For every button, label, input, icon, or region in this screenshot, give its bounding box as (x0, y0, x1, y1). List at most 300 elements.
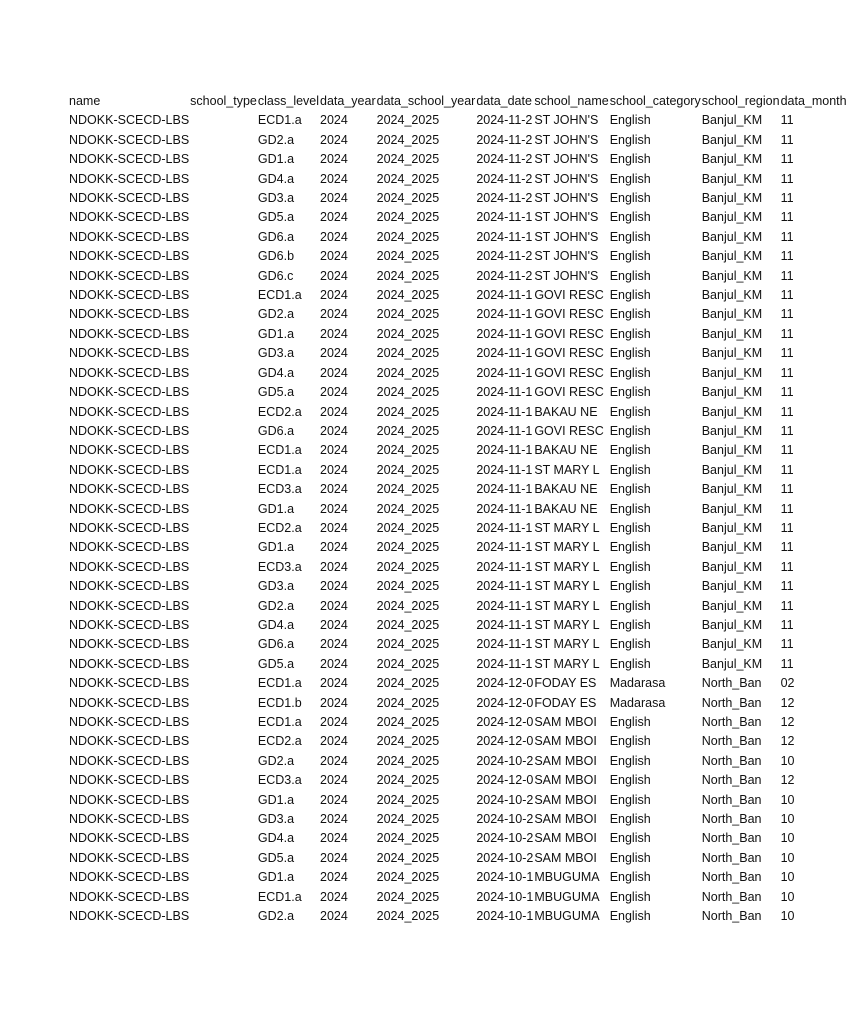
cell-data-school-year: 2024_2025 (376, 889, 440, 904)
cell-school-category: English (609, 346, 651, 361)
cell-school-region: Banjul_KM (701, 307, 763, 322)
cell-school-region: Banjul_KM (701, 404, 763, 419)
cell-school-name: ST JOHN'S (534, 113, 599, 128)
cell-data-month: 11 (780, 113, 794, 128)
cell-school-name: ST MARY L (534, 579, 600, 594)
cell-data-month: 11 (780, 346, 794, 361)
cell-name: NDOKK-SCECD-LBS (69, 365, 190, 380)
cell-class-level: GD5.a (257, 210, 295, 225)
cell-school-name: ST JOHN'S (534, 268, 599, 283)
cell-data-date: 2024-11-1 (476, 423, 533, 438)
cell-data-date: 2024-11-1 (476, 404, 533, 419)
table-row (68, 694, 847, 713)
cell-name: NDOKK-SCECD-LBS (69, 288, 190, 303)
cell-name: NDOKK-SCECD-LBS (69, 326, 190, 341)
cell-data-year: 2024 (320, 152, 348, 167)
cell-data-year: 2024 (320, 676, 348, 691)
cell-school-type (189, 655, 257, 674)
cell-school-category: English (609, 540, 651, 555)
cell-data-month: 12 (780, 734, 795, 749)
table-row (68, 500, 847, 519)
cell-data-year: 2024 (320, 734, 348, 749)
cell-data-school-year: 2024_2025 (376, 909, 440, 924)
cell-school-name: MBUGUMA (534, 909, 600, 924)
cell-school-type (189, 849, 257, 868)
cell-school-name: GOVI RESC (534, 423, 604, 438)
cell-class-level: GD6.a (257, 637, 295, 652)
cell-data-year: 2024 (320, 889, 348, 904)
cell-school-name: GOVI RESC (534, 307, 604, 322)
cell-class-level: GD1.a (257, 540, 295, 555)
cell-school-category: English (609, 617, 651, 632)
cell-school-category: English (609, 637, 651, 652)
cell-data-school-year: 2024_2025 (376, 132, 440, 147)
cell-name: NDOKK-SCECD-LBS (69, 482, 190, 497)
table-row (68, 461, 847, 480)
cell-data-school-year: 2024_2025 (376, 443, 440, 458)
cell-school-category: English (609, 734, 651, 749)
cell-school-region: Banjul_KM (701, 210, 763, 225)
cell-school-category: English (609, 520, 651, 535)
table-row (68, 538, 847, 557)
table-row (68, 752, 847, 771)
cell-school-region: Banjul_KM (701, 171, 763, 186)
cell-school-category: English (609, 482, 651, 497)
cell-school-type (189, 305, 257, 324)
table-row (68, 441, 847, 460)
cell-school-type (189, 500, 257, 519)
cell-school-name: FODAY ES (534, 676, 597, 691)
cell-school-type (189, 189, 257, 208)
cell-class-level: ECD1.a (257, 676, 302, 691)
cell-data-date: 2024-10-2 (476, 753, 534, 768)
cell-school-type (189, 616, 257, 635)
cell-data-year: 2024 (320, 229, 348, 244)
cell-school-region: Banjul_KM (701, 423, 763, 438)
cell-data-month: 11 (780, 617, 794, 632)
cell-data-school-year: 2024_2025 (376, 850, 440, 865)
cell-school-category: English (609, 443, 651, 458)
cell-school-category: Madarasa (609, 695, 666, 710)
cell-data-school-year: 2024_2025 (376, 676, 440, 691)
cell-data-month: 11 (780, 326, 794, 341)
cell-data-school-year: 2024_2025 (376, 695, 440, 710)
cell-school-region: Banjul_KM (701, 268, 763, 283)
cell-name: NDOKK-SCECD-LBS (69, 346, 190, 361)
cell-data-school-year: 2024_2025 (376, 229, 440, 244)
cell-data-date: 2024-10-2 (476, 831, 534, 846)
cell-data-year: 2024 (320, 753, 348, 768)
cell-school-category: Madarasa (609, 676, 666, 691)
table-row (68, 189, 847, 208)
cell-class-level: GD3.a (257, 579, 295, 594)
cell-data-date: 2024-11-1 (476, 385, 533, 400)
cell-school-name: ST JOHN'S (534, 132, 599, 147)
cell-school-type (189, 888, 257, 907)
cell-school-region: North_Ban (701, 831, 762, 846)
cell-school-region: Banjul_KM (701, 326, 763, 341)
cell-school-name: GOVI RESC (534, 326, 604, 341)
cell-school-region: North_Ban (701, 715, 762, 729)
cell-data-school-year: 2024_2025 (376, 792, 440, 807)
cell-data-school-year: 2024_2025 (376, 520, 440, 535)
cell-data-school-year: 2024_2025 (376, 870, 440, 885)
cell-name: NDOKK-SCECD-LBS (69, 909, 190, 924)
cell-school-region: Banjul_KM (701, 559, 763, 574)
cell-data-year: 2024 (320, 482, 348, 497)
cell-school-category: English (609, 152, 651, 167)
cell-school-region: North_Ban (701, 909, 762, 924)
cell-name: NDOKK-SCECD-LBS (69, 268, 190, 283)
cell-data-year: 2024 (320, 404, 348, 419)
cell-school-name: SAM MBOI (534, 715, 597, 729)
table-row (68, 208, 847, 227)
cell-school-category: English (609, 113, 651, 128)
cell-data-month: 11 (780, 462, 794, 477)
cell-data-year: 2024 (320, 831, 348, 846)
cell-data-month: 11 (780, 404, 794, 419)
cell-data-school-year: 2024_2025 (376, 423, 440, 438)
cell-name: NDOKK-SCECD-LBS (69, 443, 190, 458)
cell-data-year: 2024 (320, 579, 348, 594)
cell-data-school-year: 2024_2025 (376, 191, 440, 206)
cell-name: NDOKK-SCECD-LBS (69, 559, 190, 574)
cell-name: NDOKK-SCECD-LBS (69, 191, 190, 206)
cell-data-month: 10 (780, 753, 795, 768)
cell-school-type (189, 771, 257, 790)
cell-data-date: 2024-11-1 (476, 462, 533, 477)
cell-school-category: English (609, 210, 651, 225)
cell-school-region: Banjul_KM (701, 346, 763, 361)
cell-school-region: North_Ban (701, 734, 762, 749)
cell-data-school-year: 2024_2025 (376, 540, 440, 555)
cell-data-date: 2024-12-0 (476, 734, 534, 749)
cell-name: NDOKK-SCECD-LBS (69, 753, 190, 768)
table-row (68, 577, 847, 596)
cell-school-name: BAKAU NE (534, 404, 598, 419)
cell-data-year: 2024 (320, 346, 348, 361)
cell-school-name: SAM MBOI (534, 850, 597, 865)
cell-school-category: English (609, 268, 651, 283)
cell-school-category: English (609, 656, 651, 671)
cell-school-name: ST MARY L (534, 520, 600, 535)
cell-school-category: English (609, 812, 651, 827)
cell-data-date: 2024-10-1 (476, 889, 534, 904)
cell-data-year: 2024 (320, 326, 348, 341)
cell-school-name: MBUGUMA (534, 870, 600, 885)
table-body (68, 111, 847, 926)
cell-data-date: 2024-11-1 (476, 326, 533, 341)
cell-data-year: 2024 (320, 462, 348, 477)
table-row (68, 597, 847, 616)
cell-school-name: BAKAU NE (534, 443, 598, 458)
cell-name: NDOKK-SCECD-LBS (69, 598, 190, 613)
cell-class-level: GD2.a (257, 598, 295, 613)
cell-data-month: 11 (780, 598, 794, 613)
cell-data-school-year: 2024_2025 (376, 656, 440, 671)
cell-school-region: Banjul_KM (701, 249, 763, 264)
cell-data-date: 2024-11-2 (476, 132, 533, 147)
cell-school-type (189, 267, 257, 286)
cell-school-name: SAM MBOI (534, 773, 597, 788)
cell-data-year: 2024 (320, 812, 348, 827)
cell-class-level: GD5.a (257, 385, 295, 400)
cell-school-name: GOVI RESC (534, 346, 604, 361)
cell-school-name: GOVI RESC (534, 288, 604, 303)
cell-class-level: GD5.a (257, 850, 295, 865)
cell-data-year: 2024 (320, 249, 348, 264)
cell-name: NDOKK-SCECD-LBS (69, 637, 190, 652)
cell-school-region: Banjul_KM (701, 385, 763, 400)
cell-data-month: 11 (780, 171, 794, 186)
cell-school-category: English (609, 909, 651, 924)
cell-data-year: 2024 (320, 191, 348, 206)
cell-class-level: GD1.a (257, 501, 295, 516)
cell-school-region: Banjul_KM (701, 656, 763, 671)
cell-data-month: 11 (780, 210, 794, 225)
cell-data-date: 2024-11-1 (476, 346, 533, 361)
column-header-data-year: data_year (320, 94, 376, 108)
cell-data-year: 2024 (320, 307, 348, 322)
cell-school-category: English (609, 171, 651, 186)
cell-class-level: GD3.a (257, 346, 295, 361)
cell-class-level: ECD1.a (257, 462, 302, 477)
cell-class-level: ECD1.a (257, 443, 302, 458)
table-row (68, 267, 847, 286)
cell-name: NDOKK-SCECD-LBS (69, 462, 190, 477)
cell-data-year: 2024 (320, 113, 348, 128)
cell-data-date: 2024-11-2 (476, 191, 533, 206)
cell-data-date: 2024-11-1 (476, 443, 533, 458)
cell-data-school-year: 2024_2025 (376, 404, 440, 419)
cell-data-school-year: 2024_2025 (376, 501, 440, 516)
cell-school-type (189, 131, 257, 150)
cell-school-name: ST JOHN'S (534, 210, 599, 225)
cell-name: NDOKK-SCECD-LBS (69, 812, 190, 827)
cell-class-level: ECD1.b (257, 695, 302, 710)
cell-school-name: ST MARY L (534, 540, 600, 555)
cell-data-year: 2024 (320, 773, 348, 788)
cell-data-year: 2024 (320, 501, 348, 516)
cell-data-school-year: 2024_2025 (376, 307, 440, 322)
table-row (68, 558, 847, 577)
table-row (68, 383, 847, 402)
cell-school-region: North_Ban (701, 695, 762, 710)
table-row (68, 403, 847, 422)
cell-data-year: 2024 (320, 870, 348, 885)
table-row (68, 888, 847, 907)
cell-school-region: Banjul_KM (701, 540, 763, 555)
cell-data-year: 2024 (320, 365, 348, 380)
table-row (68, 305, 847, 324)
cell-school-type (189, 247, 257, 266)
cell-school-category: English (609, 598, 651, 613)
cell-data-year: 2024 (320, 850, 348, 865)
cell-school-region: North_Ban (701, 792, 762, 807)
cell-school-type (189, 732, 257, 751)
table-row (68, 849, 847, 868)
cell-school-region: North_Ban (701, 773, 762, 788)
cell-school-name: ST JOHN'S (534, 171, 599, 186)
column-header-school-region: school_region (701, 94, 780, 108)
cell-school-type (189, 635, 257, 654)
cell-name: NDOKK-SCECD-LBS (69, 152, 190, 167)
cell-school-name: GOVI RESC (534, 365, 604, 380)
cell-data-year: 2024 (320, 598, 348, 613)
cell-school-name: ST JOHN'S (534, 191, 599, 206)
table-row (68, 131, 847, 150)
cell-school-category: English (609, 501, 651, 516)
cell-data-date: 2024-11-1 (476, 637, 533, 652)
cell-school-name: BAKAU NE (534, 501, 598, 516)
cell-class-level: GD4.a (257, 617, 295, 632)
cell-class-level: GD6.a (257, 423, 295, 438)
column-header-school-type: school_type (190, 94, 257, 108)
table-row (68, 868, 847, 887)
cell-school-region: Banjul_KM (701, 113, 763, 128)
table-row (68, 111, 847, 130)
column-header-data-school-year: data_school_year (376, 94, 476, 108)
table-row (68, 364, 847, 383)
cell-school-category: English (609, 831, 651, 846)
cell-name: NDOKK-SCECD-LBS (69, 773, 190, 788)
cell-school-type (189, 325, 257, 344)
cell-name: NDOKK-SCECD-LBS (69, 423, 190, 438)
cell-school-category: English (609, 404, 651, 419)
cell-data-month: 11 (780, 191, 794, 206)
cell-data-month: 11 (780, 365, 794, 380)
cell-data-school-year: 2024_2025 (376, 715, 440, 729)
cell-school-category: English (609, 462, 651, 477)
cell-data-school-year: 2024_2025 (376, 559, 440, 574)
cell-school-type (189, 286, 257, 305)
cell-class-level: GD2.a (257, 307, 295, 322)
cell-class-level: GD1.a (257, 326, 295, 341)
cell-school-type (189, 170, 257, 189)
cell-data-month: 10 (780, 812, 795, 827)
cell-name: NDOKK-SCECD-LBS (69, 870, 190, 885)
cell-name: NDOKK-SCECD-LBS (69, 171, 190, 186)
cell-data-date: 2024-10-2 (476, 792, 534, 807)
header-row (68, 92, 847, 111)
cell-data-month: 11 (780, 579, 794, 594)
cell-school-category: English (609, 850, 651, 865)
cell-school-type (189, 383, 257, 402)
cell-class-level: GD6.a (257, 229, 295, 244)
table-row (68, 228, 847, 247)
cell-school-type (189, 441, 257, 460)
cell-data-month: 10 (780, 850, 795, 865)
cell-name: NDOKK-SCECD-LBS (69, 734, 190, 749)
cell-data-date: 2024-10-1 (476, 870, 534, 885)
cell-data-year: 2024 (320, 540, 348, 555)
table-row (68, 635, 847, 654)
cell-school-type (189, 480, 257, 499)
cell-school-category: English (609, 229, 651, 244)
column-header-data-date: data_date (476, 94, 532, 108)
cell-data-year: 2024 (320, 617, 348, 632)
cell-data-school-year: 2024_2025 (376, 734, 440, 749)
cell-school-name: MBUGUMA (534, 889, 600, 904)
cell-data-date: 2024-11-1 (476, 617, 533, 632)
table-row (68, 344, 847, 363)
cell-data-date: 2024-11-1 (476, 579, 533, 594)
cell-data-school-year: 2024_2025 (376, 462, 440, 477)
cell-school-category: English (609, 326, 651, 341)
cell-data-date: 2024-11-2 (476, 268, 533, 283)
cell-data-school-year: 2024_2025 (376, 753, 440, 768)
cell-data-school-year: 2024_2025 (376, 385, 440, 400)
cell-school-name: ST JOHN'S (534, 229, 599, 244)
cell-data-year: 2024 (320, 423, 348, 438)
cell-data-date: 2024-11-1 (476, 656, 533, 671)
table-row (68, 616, 847, 635)
cell-data-month: 11 (780, 249, 794, 264)
cell-school-type (189, 558, 257, 577)
cell-data-school-year: 2024_2025 (376, 210, 440, 225)
cell-data-year: 2024 (320, 792, 348, 807)
cell-data-school-year: 2024_2025 (376, 482, 440, 497)
cell-school-type (189, 228, 257, 247)
cell-school-region: North_Ban (701, 889, 762, 904)
cell-school-region: Banjul_KM (701, 229, 763, 244)
cell-data-school-year: 2024_2025 (376, 326, 440, 341)
cell-data-date: 2024-11-1 (476, 210, 533, 225)
cell-name: NDOKK-SCECD-LBS (69, 132, 190, 147)
cell-class-level: ECD2.a (257, 404, 302, 419)
cell-class-level: GD2.a (257, 753, 295, 768)
cell-school-type (189, 597, 257, 616)
cell-name: NDOKK-SCECD-LBS (69, 579, 190, 594)
column-header-data-month: data_month (780, 94, 847, 108)
cell-data-school-year: 2024_2025 (376, 152, 440, 167)
cell-data-month: 11 (780, 268, 794, 283)
cell-class-level: GD1.a (257, 792, 295, 807)
column-header-school-category: school_category (609, 94, 701, 108)
cell-data-year: 2024 (320, 559, 348, 574)
cell-name: NDOKK-SCECD-LBS (69, 850, 190, 865)
table-row (68, 674, 847, 693)
cell-data-month: 11 (780, 288, 794, 303)
cell-school-type (189, 674, 257, 693)
cell-school-type (189, 422, 257, 441)
column-header-school-name: school_name (534, 94, 609, 108)
cell-data-month: 11 (780, 229, 794, 244)
cell-data-month: 10 (780, 792, 795, 807)
cell-class-level: GD3.a (257, 812, 295, 827)
cell-data-date: 2024-11-1 (476, 482, 533, 497)
cell-data-school-year: 2024_2025 (376, 268, 440, 283)
cell-data-month: 10 (780, 909, 795, 924)
cell-class-level: ECD3.a (257, 482, 302, 497)
cell-class-level: GD5.a (257, 656, 295, 671)
cell-school-region: North_Ban (701, 753, 762, 768)
cell-name: NDOKK-SCECD-LBS (69, 385, 190, 400)
table-row (68, 150, 847, 169)
cell-data-month: 11 (780, 656, 794, 671)
cell-school-category: English (609, 288, 651, 303)
cell-school-type (189, 519, 257, 538)
cell-data-month: 11 (780, 540, 794, 555)
cell-school-type (189, 868, 257, 887)
cell-data-school-year: 2024_2025 (376, 113, 440, 128)
cell-school-category: English (609, 579, 651, 594)
cell-data-school-year: 2024_2025 (376, 346, 440, 361)
cell-school-category: English (609, 889, 651, 904)
cell-data-date: 2024-11-2 (476, 152, 533, 167)
cell-school-region: Banjul_KM (701, 132, 763, 147)
cell-class-level: GD1.a (257, 152, 295, 167)
